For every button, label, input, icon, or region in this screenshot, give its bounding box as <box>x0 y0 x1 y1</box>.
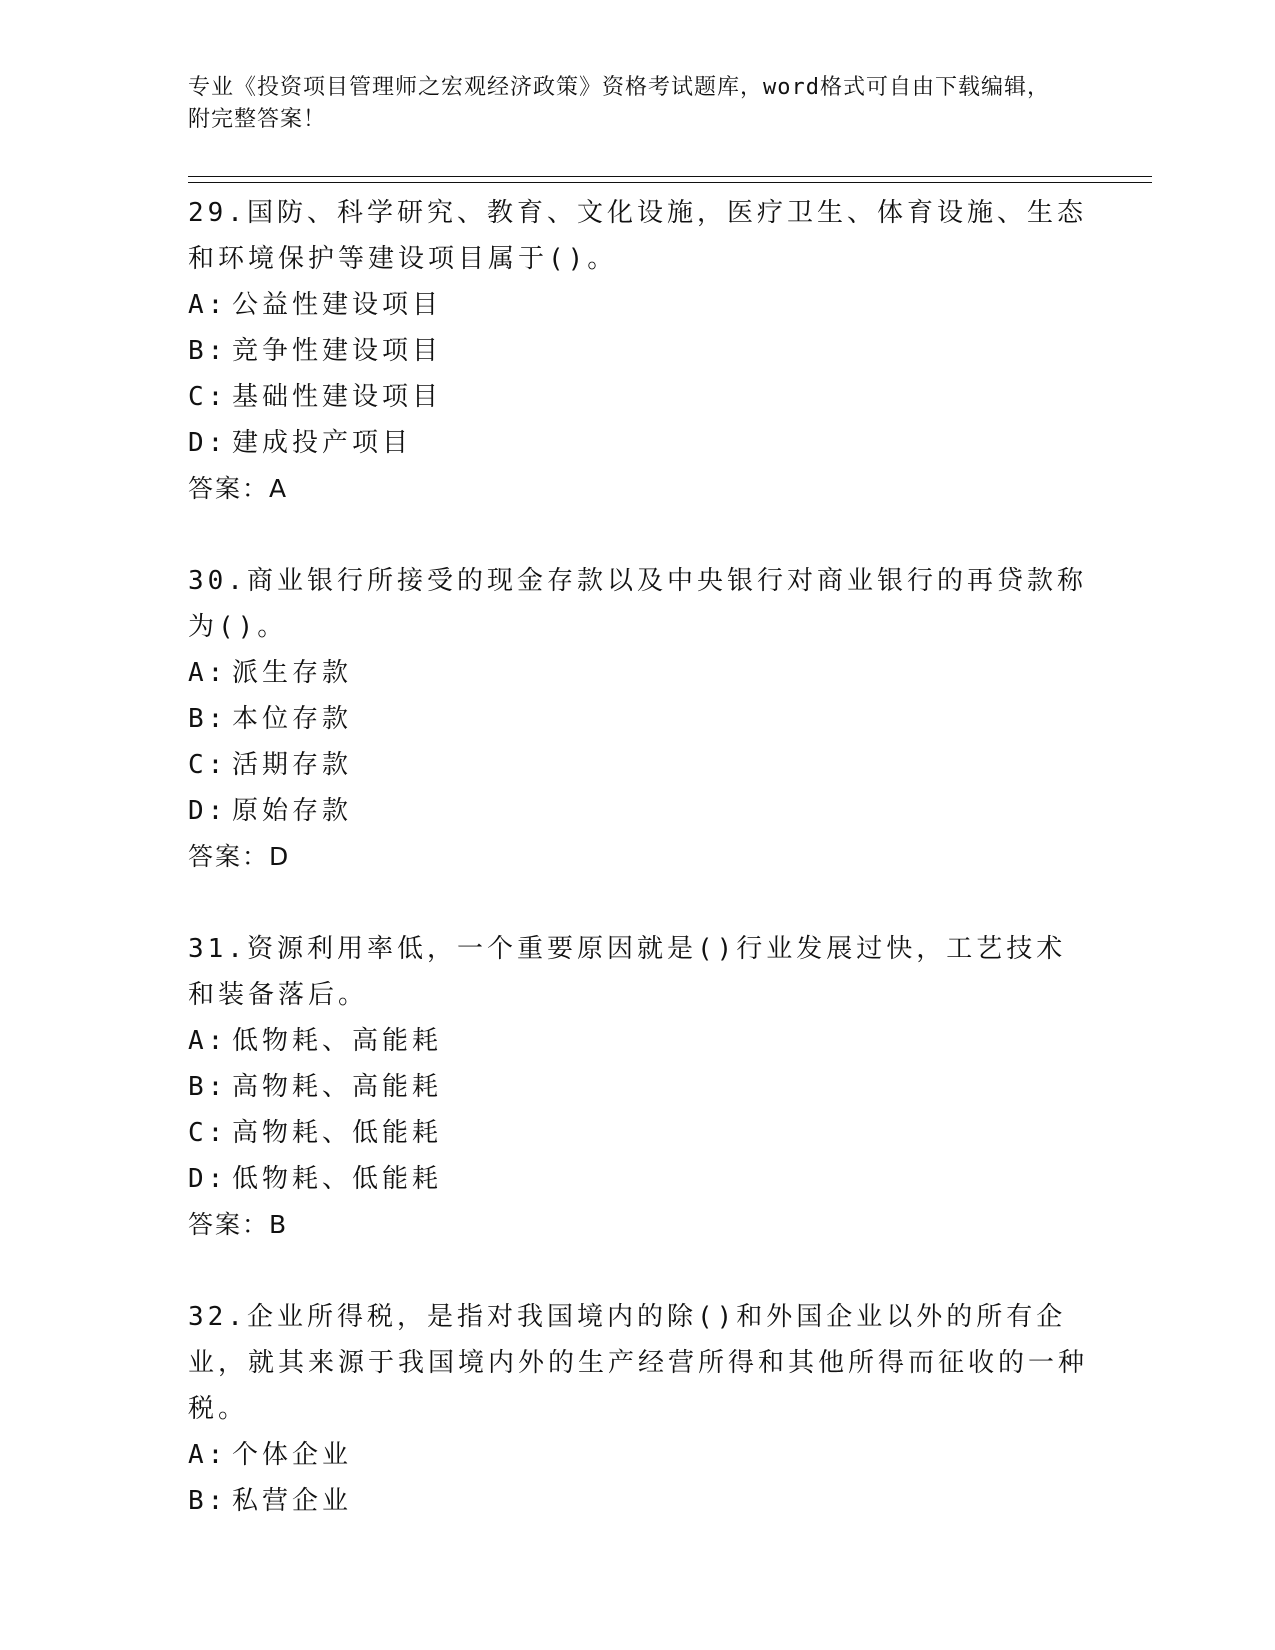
option-text: 竞争性建设项目 <box>232 336 443 366</box>
question-text: 商业银行所接受的现金存款以及中央银行对商业银行的再贷款称为()。 <box>188 566 1087 642</box>
option-text: 低物耗、高能耗 <box>232 1026 443 1056</box>
option-d <box>188 420 1088 466</box>
header-divider-bottom <box>188 182 1152 183</box>
option-text: 高物耗、高能耗 <box>232 1072 443 1102</box>
question-stem <box>188 1294 1088 1432</box>
question-30 <box>188 558 1088 880</box>
option-b <box>188 696 1088 742</box>
option-text: 派生存款 <box>232 658 353 688</box>
option-letter: C: <box>188 382 228 412</box>
question-text: 企业所得税，是指对我国境内的除()和外国企业以外的所有企业，就其来源于我国境内外的生产经营所得和其他所得而征收的一种税。 <box>188 1302 1089 1424</box>
option-text: 活期存款 <box>232 750 353 780</box>
question-text: 资源利用率低，一个重要原因就是()行业发展过快，工艺技术和装备落后。 <box>188 934 1067 1010</box>
answer-line: 答案：A <box>188 474 289 503</box>
option-text: 高物耗、低能耗 <box>232 1118 443 1148</box>
question-31 <box>188 926 1088 1248</box>
option-text: 低物耗、低能耗 <box>232 1164 443 1194</box>
option-letter: B: <box>188 1072 228 1102</box>
option-text: 建成投产项目 <box>232 428 413 458</box>
option-text: 基础性建设项目 <box>232 382 443 412</box>
answer-line: 答案：B <box>188 1210 289 1239</box>
document-header: 专业《投资项目管理师之宏观经济政策》资格考试题库，word格式可自由下载编辑，附完整答案！ <box>188 75 1050 132</box>
option-letter: B: <box>188 336 228 366</box>
option-b <box>188 328 1088 374</box>
option-letter: C: <box>188 1118 228 1148</box>
option-letter: A: <box>188 1026 228 1056</box>
question-stem <box>188 558 1088 650</box>
option-letter: A: <box>188 658 228 688</box>
question-text: 国防、科学研究、教育、文化设施，医疗卫生、体育设施、生态和环境保护等建设项目属于()。 <box>188 198 1087 274</box>
option-c <box>188 742 1088 788</box>
option-letter: C: <box>188 750 228 780</box>
option-b <box>188 1064 1088 1110</box>
option-c <box>188 1110 1088 1156</box>
answer-line: 答案：D <box>188 842 291 871</box>
question-32 <box>188 1294 1088 1524</box>
option-text: 个体企业 <box>232 1440 353 1470</box>
option-letter: A: <box>188 290 228 320</box>
question-29 <box>188 190 1088 512</box>
question-stem <box>188 926 1088 1018</box>
question-list <box>188 190 1088 1570</box>
question-stem <box>188 190 1088 282</box>
option-letter: D: <box>188 796 228 826</box>
option-text: 本位存款 <box>232 704 353 734</box>
question-number: 31. <box>188 934 247 964</box>
option-c <box>188 374 1088 420</box>
option-d <box>188 788 1088 834</box>
option-text: 原始存款 <box>232 796 353 826</box>
option-text: 私营企业 <box>232 1486 353 1516</box>
option-a <box>188 1432 1088 1478</box>
option-letter: D: <box>188 1164 228 1194</box>
option-letter: B: <box>188 704 228 734</box>
header-divider-top <box>188 176 1152 177</box>
option-text: 公益性建设项目 <box>232 290 443 320</box>
option-a <box>188 650 1088 696</box>
option-letter: A: <box>188 1440 228 1470</box>
question-number: 29. <box>188 198 247 228</box>
option-letter: B: <box>188 1486 228 1516</box>
question-number: 32. <box>188 1302 247 1332</box>
question-number: 30. <box>188 566 247 596</box>
option-a <box>188 282 1088 328</box>
option-a <box>188 1018 1088 1064</box>
option-d <box>188 1156 1088 1202</box>
option-letter: D: <box>188 428 228 458</box>
option-b <box>188 1478 1088 1524</box>
